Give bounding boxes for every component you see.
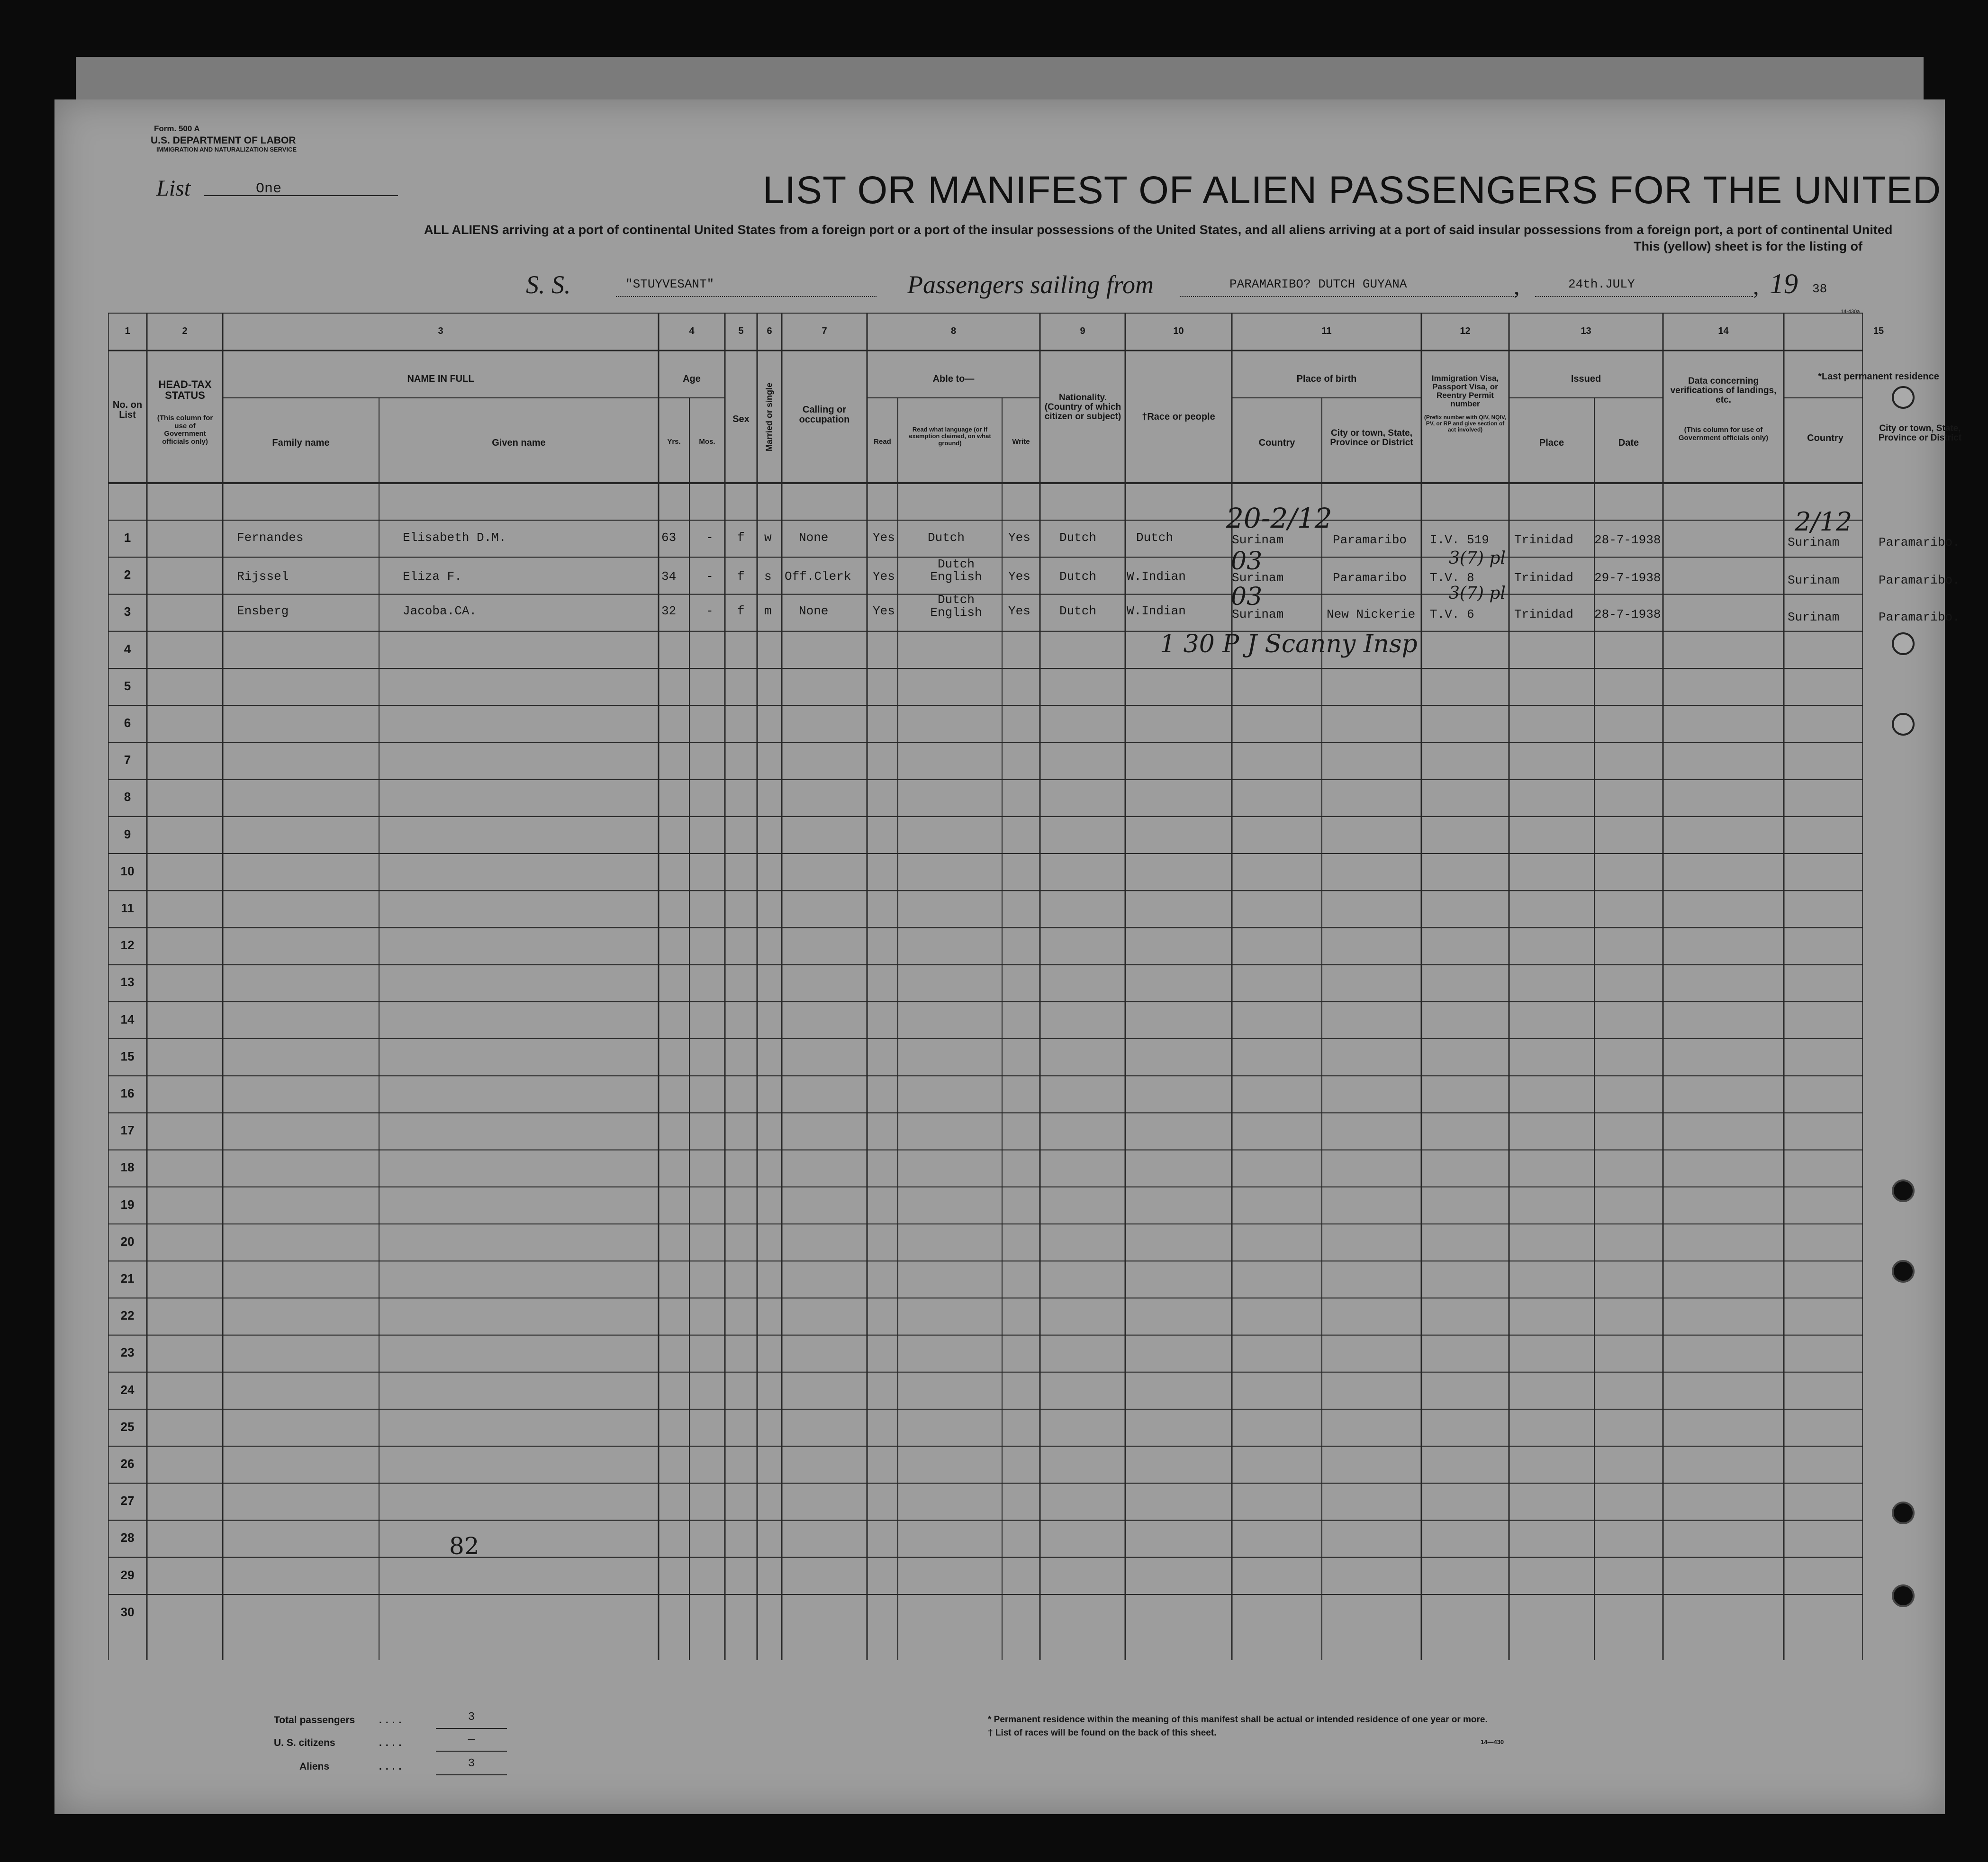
nationality: Dutch: [1059, 531, 1097, 545]
total-passengers-value: 3: [468, 1711, 475, 1724]
marital-status: m: [764, 604, 772, 618]
col-number: 3: [438, 326, 443, 336]
col-number: 11: [1321, 326, 1332, 336]
col-number: 6: [767, 326, 772, 336]
binder-hole: [1892, 632, 1915, 655]
birth-city: Paramaribo: [1333, 533, 1407, 547]
read: Yes: [873, 604, 895, 618]
col-number: 15: [1873, 326, 1884, 336]
total-line: [436, 1728, 507, 1729]
aliens-label: Aliens: [299, 1761, 330, 1772]
col-number: 10: [1173, 326, 1184, 336]
row-number: 24: [120, 1382, 135, 1397]
col-number: 2: [182, 326, 188, 336]
col-number: 1: [125, 326, 130, 336]
sheet-reference: 14-430a: [1841, 309, 1860, 315]
intro-line-2: This (yellow) sheet is for the listing of: [1633, 239, 1862, 253]
header-occupation: Calling or occupation: [799, 405, 850, 425]
row-number: 16: [120, 1086, 135, 1100]
intro-line-1: ALL ALIENS arriving at a port of continental United States from a foreign port or a port of the insular possessions of the United States, and all aliens arriving at a port of said insular possessions from a foreign port, a port of continental United: [424, 223, 1893, 237]
row-number: 10: [120, 864, 135, 878]
dot-leader: ....: [379, 1715, 406, 1726]
family-name: Rijssel: [237, 569, 289, 584]
inspector-signature: 1 30 P J Scanny Insp: [1160, 630, 1418, 658]
language: Dutch English: [930, 557, 982, 585]
row-number: 27: [120, 1493, 135, 1508]
col-number: 7: [822, 326, 827, 336]
dot-leader: ....: [379, 1761, 406, 1772]
sex: f: [737, 531, 745, 545]
handwritten-mark: 82: [449, 1532, 479, 1560]
header-family-name: Family name: [272, 438, 330, 448]
age-months: -: [706, 531, 714, 545]
occupation: None: [799, 531, 829, 545]
col-number: 5: [738, 326, 744, 336]
header-residence-country: Country: [1807, 433, 1843, 443]
comma: ,: [1753, 273, 1759, 299]
list-line: [204, 195, 398, 196]
sailing-label: Passengers sailing from: [907, 270, 1154, 299]
sailing-date: 24th.JULY: [1568, 277, 1635, 291]
row-number: 22: [120, 1308, 135, 1323]
write: Yes: [1008, 531, 1030, 545]
footnote-residence: * Permanent residence within the meaning of this manifest shall be actual or intended residence of one year or more.: [988, 1715, 1488, 1725]
handwritten-residence-note: 2/12: [1795, 507, 1852, 537]
read: Yes: [873, 531, 895, 545]
birth-city: New Nickerie: [1327, 607, 1416, 621]
row-number: 15: [120, 1049, 135, 1063]
header-name-in-full: NAME IN FULL: [407, 374, 474, 384]
header-write: Write: [1012, 438, 1030, 446]
service-name: IMMIGRATION AND NATURALIZATION SERVICE: [156, 146, 297, 153]
handwritten-visa-note: 3(7) pl: [1449, 549, 1506, 568]
header-nationality: Nationality. (Country of which citizen or subject): [1044, 393, 1121, 422]
header-visa: Immigration Visa, Passport Visa, or Reentry Permit number: [1431, 374, 1499, 408]
race: Dutch: [1136, 531, 1174, 545]
header-visa-note: (Prefix number with QIV, NQIV, PV, or RP and give section of act involved): [1424, 414, 1507, 433]
header-years: Yrs.: [667, 438, 681, 446]
header-issued: Issued: [1571, 374, 1601, 384]
residence-country: Surinam: [1788, 573, 1840, 587]
residence-city: Paramaribo.: [1879, 573, 1960, 587]
us-citizens-label: U. S. citizens: [274, 1737, 335, 1748]
header-marital: Married or single: [764, 382, 774, 452]
age-years: 63: [661, 531, 677, 545]
total-line: [436, 1774, 507, 1775]
row-number: 19: [120, 1197, 135, 1212]
list-label: List: [156, 176, 191, 201]
row-number: 7: [124, 753, 131, 767]
us-citizens-value: —: [468, 1734, 475, 1746]
row-number: 14: [120, 1012, 135, 1026]
issued-place: Trinidad: [1514, 607, 1573, 621]
row-number: 1: [124, 531, 131, 545]
row-number: 20: [120, 1234, 135, 1249]
department-name: U.S. DEPARTMENT OF LABOR: [151, 135, 296, 146]
birth-country: Surinam: [1232, 533, 1284, 547]
binder-hole: [1892, 386, 1915, 409]
handwritten-visa-note: 3(7) pl: [1449, 584, 1506, 603]
row-number: 29: [120, 1567, 135, 1582]
ship-name: "STUYVESANT": [625, 277, 714, 291]
row-number: 5: [124, 678, 131, 693]
age-months: -: [706, 604, 714, 618]
row-number: 3: [124, 604, 131, 619]
sailing-line: [1180, 296, 1516, 297]
header-issued-date: Date: [1618, 438, 1639, 448]
issued-place: Trinidad: [1514, 571, 1573, 585]
header-residence-city: City or town, State, Province or District: [1878, 423, 1962, 443]
handwritten-race-note: 03: [1231, 583, 1263, 611]
read: Yes: [873, 569, 895, 584]
row-number: 18: [120, 1160, 135, 1175]
header-last-residence: *Last permanent residence: [1818, 371, 1939, 382]
header-birth-country: Country: [1258, 438, 1295, 448]
issued-date: 28-7-1938: [1594, 607, 1661, 621]
form-number: Form. 500 A: [154, 124, 200, 133]
row-number: 30: [120, 1604, 135, 1619]
family-name: Ensberg: [237, 604, 289, 618]
header-head-tax: HEAD-TAX STATUS: [158, 378, 212, 402]
residence-city: Paramaribo.: [1879, 535, 1960, 549]
header-birth-city: City or town, State, Province or District: [1330, 428, 1413, 448]
birth-country: Surinam: [1232, 571, 1284, 585]
row-number: 26: [120, 1457, 135, 1471]
total-line: [436, 1751, 507, 1752]
binder-hole: [1892, 713, 1915, 736]
table-grid: [108, 313, 1863, 1660]
header-given-name: Given name: [492, 438, 546, 448]
header-race: †Race or people: [1142, 412, 1215, 422]
birth-city: Paramaribo: [1333, 571, 1407, 585]
write: Yes: [1008, 604, 1030, 618]
ship-line: [616, 296, 877, 297]
comma: ,: [1514, 273, 1520, 299]
header-read: Read: [874, 438, 891, 446]
sailing-from: PARAMARIBO? DUTCH GUYANA: [1229, 277, 1407, 291]
language: Dutch: [928, 531, 965, 545]
handwritten-race-note: 03: [1231, 547, 1263, 576]
nationality: Dutch: [1059, 569, 1097, 584]
residence-country: Surinam: [1788, 610, 1840, 624]
row-number: 21: [120, 1271, 135, 1286]
col-number: 12: [1460, 326, 1471, 336]
header-no-on-list: No. on List: [112, 400, 143, 420]
sex: f: [737, 604, 745, 618]
row-number: 11: [121, 901, 134, 915]
header-able-to: Able to—: [932, 374, 975, 384]
footnote-races: † List of races will be found on the back of this sheet.: [988, 1728, 1217, 1738]
manifest-table: [108, 313, 1962, 1660]
col-number: 9: [1080, 326, 1085, 336]
binder-hole: [1892, 1260, 1915, 1283]
issued-date: 28-7-1938: [1594, 533, 1661, 547]
row-number: 4: [124, 641, 131, 656]
col-number: 8: [950, 326, 957, 336]
row-number: 12: [120, 938, 135, 953]
handwritten-birth-note: 20-2/12: [1226, 502, 1332, 534]
row-number: 17: [120, 1123, 135, 1138]
col-number: 14: [1718, 326, 1729, 336]
header-sex: Sex: [732, 414, 750, 424]
birth-country: Surinam: [1232, 607, 1284, 621]
given-name: Jacoba.CA.: [403, 604, 477, 618]
marital-status: s: [764, 569, 772, 584]
age-months: -: [706, 569, 714, 584]
occupation: None: [799, 604, 829, 618]
row-number: 23: [120, 1345, 135, 1360]
header-head-tax-note: (This column for use of Government officials only): [157, 414, 213, 446]
visa-number: T.V. 6: [1430, 607, 1474, 621]
year-prefix: 19: [1770, 268, 1798, 299]
header-months: Mos.: [699, 438, 715, 446]
issued-place: Trinidad: [1514, 533, 1573, 547]
row-number: 28: [120, 1530, 135, 1545]
binder-hole: [1892, 1584, 1915, 1607]
residence-country: Surinam: [1788, 535, 1840, 549]
marital-status: w: [764, 531, 772, 545]
dot-leader: ....: [379, 1737, 406, 1748]
age-years: 32: [661, 604, 677, 618]
visa-number: T.V. 8: [1430, 571, 1474, 585]
year-suffix: 38: [1812, 282, 1827, 296]
row-number: 25: [120, 1419, 135, 1434]
race: W.Indian: [1127, 604, 1186, 618]
header-verifications: Data concerning verifications of landings, etc.: [1670, 376, 1777, 405]
visa-number: I.V. 519: [1430, 533, 1489, 547]
row-number: 13: [120, 975, 135, 989]
residence-city: Paramaribo.: [1879, 610, 1960, 624]
row-number: 8: [124, 790, 131, 804]
given-name: Eliza F.: [403, 569, 462, 584]
language: Dutch English: [930, 593, 982, 620]
page-title: LIST OR MANIFEST OF ALIEN PASSENGERS FOR THE UNITED: [763, 169, 1942, 212]
sex: f: [737, 569, 745, 584]
nationality: Dutch: [1059, 604, 1097, 618]
issued-date: 29-7-1938: [1594, 571, 1661, 585]
list-value: One: [256, 181, 282, 197]
row-number: 6: [124, 716, 131, 730]
row-number: 9: [124, 827, 131, 841]
binder-hole: [1892, 1179, 1915, 1202]
aliens-value: 3: [468, 1757, 475, 1770]
footnote-code: 14—430: [1481, 1738, 1504, 1745]
header-issued-place: Place: [1539, 438, 1564, 448]
given-name: Elisabeth D.M.: [403, 531, 506, 545]
row-number: 2: [124, 567, 131, 582]
header-age: Age: [683, 374, 701, 384]
family-name: Fernandes: [237, 531, 304, 545]
date-line: [1535, 296, 1753, 297]
race: W.Indian: [1127, 569, 1186, 584]
binder-hole: [1892, 1502, 1915, 1524]
write: Yes: [1008, 569, 1030, 584]
col-number: 4: [689, 326, 695, 336]
header-verifications-note: (This column for use of Government officials only): [1678, 426, 1769, 442]
header-read-language: Read what language (or if exemption claimed, on what ground): [909, 426, 991, 447]
ship-label: S. S.: [526, 270, 571, 299]
total-passengers-label: Total passengers: [274, 1715, 355, 1726]
age-years: 34: [661, 569, 677, 584]
occupation: Off.Clerk: [785, 569, 851, 584]
header-place-of-birth: Place of birth: [1296, 374, 1357, 384]
col-number: 13: [1581, 326, 1591, 336]
